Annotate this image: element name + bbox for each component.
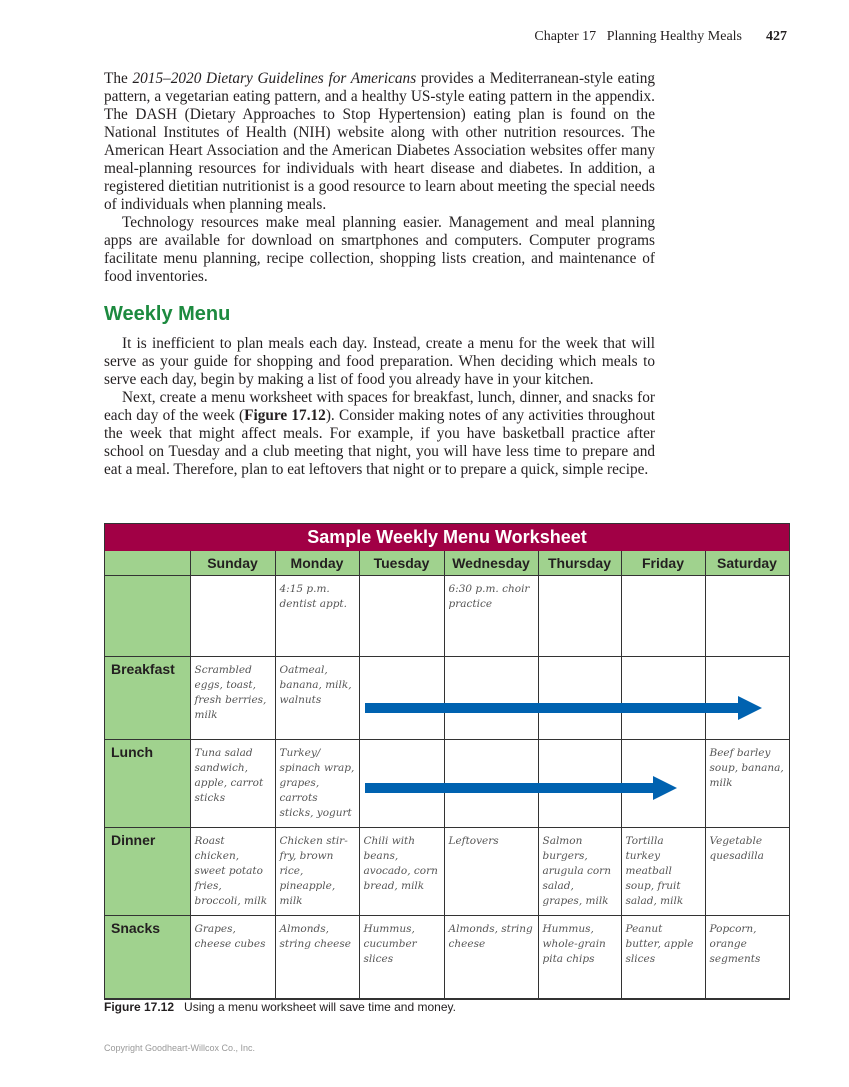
day-header-tuesday: Tuesday <box>359 551 444 576</box>
corner-cell <box>105 551 190 576</box>
chapter-title: Planning Healthy Meals <box>606 29 742 44</box>
menu-cell <box>444 657 538 740</box>
meal-label <box>105 576 190 657</box>
menu-cell: Almonds, string cheese <box>275 916 359 999</box>
running-header <box>534 29 787 45</box>
repeat-arrow-breakfast <box>365 703 740 713</box>
day-header-friday: Friday <box>621 551 705 576</box>
day-header-row <box>105 551 789 576</box>
caption-text: Using a menu worksheet will save time and money. <box>184 1000 456 1014</box>
section-heading: Weekly Menu <box>104 303 231 325</box>
table-row <box>105 916 789 999</box>
menu-cell <box>359 657 444 740</box>
menu-cell <box>621 657 705 740</box>
day-header-saturday: Saturday <box>705 551 789 576</box>
meal-label: Snacks <box>105 916 190 999</box>
menu-cell: Hummus, cucumber slices <box>359 916 444 999</box>
menu-cell <box>359 576 444 657</box>
intro-paragraph-1 <box>104 70 655 214</box>
repeat-arrow-lunch <box>365 783 655 793</box>
menu-cell: Scrambled eggs, toast, fresh berries, milk <box>190 657 275 740</box>
menu-cell: Chili with beans, avocado, corn bread, milk <box>359 828 444 916</box>
day-header-monday: Monday <box>275 551 359 576</box>
page-number: 427 <box>766 29 787 44</box>
table-row <box>105 828 789 916</box>
meal-label: Breakfast <box>105 657 190 740</box>
menu-cell: Leftovers <box>444 828 538 916</box>
day-header-thursday: Thursday <box>538 551 621 576</box>
menu-cell: Almonds, string cheese <box>444 916 538 999</box>
worksheet-title: Sample Weekly Menu Worksheet <box>105 524 789 551</box>
intro-text <box>104 70 655 286</box>
menu-cell <box>621 576 705 657</box>
text: Next, create a menu worksheet with spaces for breakfast, lunch, dinner, and snacks for each day of the week ( <box>104 389 655 424</box>
menu-worksheet <box>104 523 790 1000</box>
guidelines-title: 2015–2020 Dietary Guidelines for Americans <box>132 70 417 87</box>
menu-cell: Grapes, cheese cubes <box>190 916 275 999</box>
menu-cell: Oatmeal, banana, milk, walnuts <box>275 657 359 740</box>
section-paragraph-2 <box>104 389 655 479</box>
menu-cell: Vegetable quesadilla <box>705 828 789 916</box>
menu-cell: Salmon burgers, arugula corn salad, grapes, milk <box>538 828 621 916</box>
menu-cell <box>190 576 275 657</box>
menu-cell: Peanut butter, apple slices <box>621 916 705 999</box>
menu-cell: Beef barley soup, banana, milk <box>705 740 789 828</box>
figure-reference: Figure 17.12 <box>244 407 326 424</box>
text: The <box>104 70 133 87</box>
meal-label: Dinner <box>105 828 190 916</box>
menu-cell: Turkey/ spinach wrap, grapes, carrots sticks, yogurt <box>275 740 359 828</box>
section-paragraph-1: It is inefficient to plan meals each day. Instead, create a menu for the week that will serve as your guide for shopping and food preparation. When deciding which meals to serve each day, begin by making a list of food you already have in your kitchen. <box>104 335 655 388</box>
copyright: Copyright Goodheart-Willcox Co., Inc. <box>104 1043 256 1053</box>
menu-cell: Chicken stir-fry, brown rice, pineapple, milk <box>275 828 359 916</box>
intro-paragraph-2: Technology resources make meal planning easier. Management and meal planning apps are available for download on smartphones and computers. Computer programs facilitate menu planning, recipe collection, shopping lists creation, and maintenance of food inventories. <box>104 214 655 285</box>
meal-label: Lunch <box>105 740 190 828</box>
day-header-wednesday: Wednesday <box>444 551 538 576</box>
menu-cell: 6:30 p.m. choir practice <box>444 576 538 657</box>
menu-cell: Popcorn, orange segments <box>705 916 789 999</box>
menu-cell: Roast chicken, sweet potato fries, broccoli, milk <box>190 828 275 916</box>
table-row <box>105 657 789 740</box>
figure-caption <box>104 1000 456 1014</box>
menu-cell: Tortilla turkey meatball soup, fruit salad, milk <box>621 828 705 916</box>
menu-cell: Hummus, whole-grain pita chips <box>538 916 621 999</box>
text: ). Consider making notes of any activities throughout the week that might affect meals. For example, if you have basketball practice after school on Tuesday and a club meeting that night, you will have less time to prepare and eat a meal. Therefore, plan to eat leftovers that night or to prepare a quick, simple recipe. <box>104 407 656 478</box>
menu-cell: 4:15 p.m. dentist appt. <box>275 576 359 657</box>
menu-cell <box>538 657 621 740</box>
text: provides a Mediterranean-style eating pattern, a vegetarian eating pattern, and a healthy US-style eating pattern in the appendix. The DASH (Dietary Approaches to Stop Hypertension) eating plan is found on the National Institutes of Health (NIH) website along with other nutrition resources. The American Heart Association and the American Diabetes Association websites offer many meal-planning resources for individuals with heart disease and diabetes. In addition, a registered dietitian nutritionist is a good resource to learn about meeting the special needs of individuals when planning meals. <box>104 70 656 213</box>
menu-cell <box>705 576 789 657</box>
section-text <box>104 335 655 479</box>
menu-cell <box>538 576 621 657</box>
table-row <box>105 576 789 657</box>
chapter-number: Chapter 17 <box>534 29 597 44</box>
menu-table <box>105 551 790 999</box>
day-header-sunday: Sunday <box>190 551 275 576</box>
figure-label: Figure 17.12 <box>104 1000 175 1014</box>
menu-cell: Tuna salad sandwich, apple, carrot sticks <box>190 740 275 828</box>
